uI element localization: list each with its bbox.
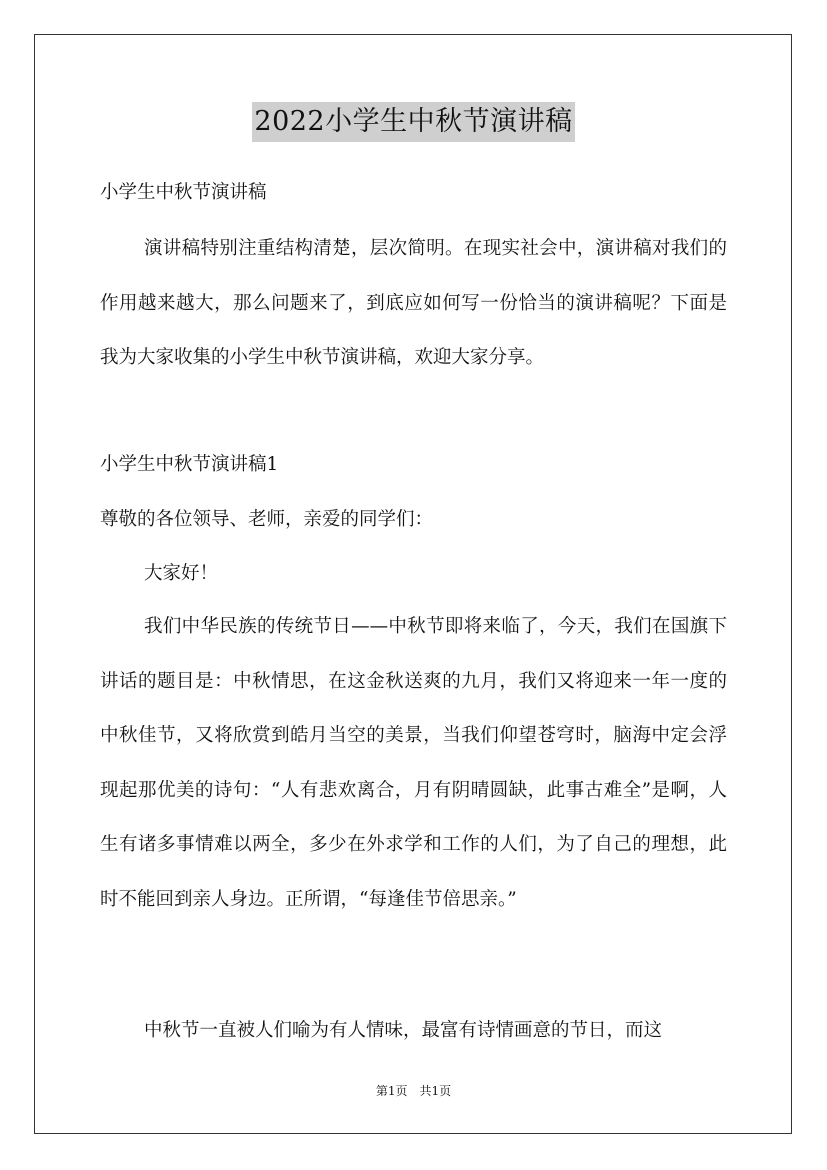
section-heading: 小学生中秋节演讲稿1 [100, 454, 279, 475]
body-paragraph-2: 中秋节一直被人们喻为有人情味，最富有诗情画意的节日，而这 [144, 1020, 663, 1041]
document-title: 2022小学生中秋节演讲稿 [252, 102, 574, 142]
page-footer: 第1页 共1页 [375, 1084, 452, 1098]
greeting: 大家好！ [144, 563, 219, 584]
intro-paragraph: 演讲稿特别注重结构清楚，层次简明。在现实社会中，演讲稿对我们的作用越来越大，那么问题来了，到底应如何写一份恰当的演讲稿呢？下面是我为大家收集的小学生中秋节演讲稿，欢迎大家分享。 [100, 238, 727, 368]
title-container [0, 102, 827, 142]
body-paragraph-1: 我们中华民族的传统节日——中秋节即将来临了，今天，我们在国旗下讲话的题目是：中秋情思，在这金秋送爽的九月，我们又将迎来一年一度的中秋佳节，又将欣赏到皓月当空的美景，当我们仰望苍穹时，脑海中定会浮现起那优美的诗句：“人有悲欢离合，月有阴晴圆缺，此事古难全”是啊，人生有诸多事情难以两全，多少在外求学和工作的人们，为了自己的理想，此时不能回到亲人身边。正所谓，“每逢佳节倍思亲。” [100, 616, 727, 910]
document-subtitle: 小学生中秋节演讲稿 [100, 182, 267, 203]
salutation: 尊敬的各位领导、老师，亲爱的同学们： [100, 509, 434, 530]
